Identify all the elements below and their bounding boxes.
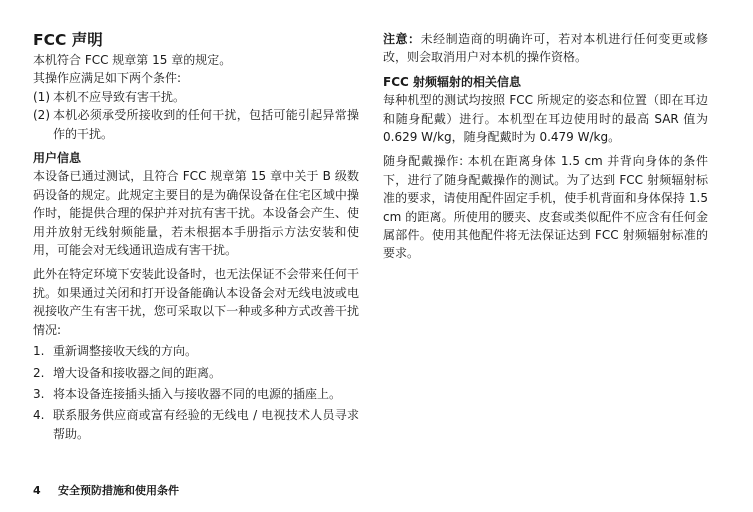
condition-text: 本机不应导致有害干扰。 bbox=[53, 89, 186, 104]
measure-text: 将本设备连接插头插入与接收器不同的电源的插座上。 bbox=[53, 386, 342, 401]
left-column bbox=[33, 30, 359, 443]
condition-number: (2) bbox=[33, 108, 50, 123]
note-label: 注意： bbox=[383, 32, 421, 46]
measure-item bbox=[33, 342, 359, 360]
condition-item bbox=[33, 106, 359, 143]
condition-text: 本机必须承受所接收到的任何干扰，包括可能引起异常操作的干扰。 bbox=[53, 108, 359, 141]
note-paragraph bbox=[383, 30, 708, 67]
right-column bbox=[383, 30, 708, 263]
measure-item bbox=[33, 406, 359, 443]
footer-section-title: 安全预防措施和使用条件 bbox=[58, 484, 179, 497]
fcc-statement-title: FCC 声明 bbox=[33, 31, 103, 49]
page-number: 4 bbox=[33, 484, 41, 497]
user-info-heading: 用户信息 bbox=[33, 151, 82, 166]
rf-exposure-heading: FCC 射频辐射的相关信息 bbox=[383, 74, 521, 89]
measure-number: 2. bbox=[33, 365, 45, 380]
condition-item bbox=[33, 88, 359, 106]
measure-number: 4. bbox=[33, 408, 45, 423]
measure-text: 增大设备和接收器之间的距离。 bbox=[53, 365, 222, 380]
rf-paragraph-2: 随身配戴操作: 本机在距离身体 1.5 cm 并背向身体的条件下，进行了随身配戴操作的测试。为了达到 FCC 射频辐射标准的要求，请使用配件固定手机，使手机背面和身体保持 1.5 cm 的距离。所使用的腰夹、皮套或类似配件不应含有任何金属部件。使用其他配件将无法保证达到 FCC 射频辐射标准的要求。 bbox=[383, 154, 708, 261]
measure-number: 1. bbox=[33, 344, 45, 359]
measure-item bbox=[33, 385, 359, 403]
page-footer bbox=[33, 482, 179, 498]
note-text: 未经制造商的明确许可，若对本机进行任何变更或修改，则会取消用户对本机的操作资格。 bbox=[383, 32, 708, 65]
measure-number: 3. bbox=[33, 386, 45, 401]
user-info-paragraph-1: 本设备已通过测试，且符合 FCC 规章第 15 章中关于 B 级数码设备的规定。此规定主要目的是为确保设备在住宅区域中操作时，能提供合理的保护并对抗有害干扰。本设备会产生、使用并放射无线射频能量，若未根据本手册指示方法安装和使用，可能会对无线通讯造成有害干扰。 bbox=[33, 169, 359, 258]
measure-text: 重新调整接收天线的方向。 bbox=[53, 344, 198, 359]
condition-number: (1) bbox=[33, 89, 50, 104]
rf-paragraph-1: 每种机型的测试均按照 FCC 所规定的姿态和位置（即在耳边和随身配戴）进行。本机型在耳边使用时的最高 SAR 值为 0.629 W/kg，随身配戴时为 0.479 W/kg。 bbox=[383, 93, 708, 145]
measure-text: 联系服务供应商或富有经验的无线电 / 电视技术人员寻求帮助。 bbox=[53, 408, 359, 441]
user-info-paragraph-2: 此外在特定环境下安装此设备时，也无法保证不会带来任何干扰。如果通过关闭和打开设备能确认本设备会对无线电波或电视接收产生有害干扰，您可采取以下一种或多种方式改善干扰情况: bbox=[33, 267, 359, 337]
intro-line-2: 其操作应满足如下两个条件: bbox=[33, 71, 182, 86]
intro-line-1: 本机符合 FCC 规章第 15 章的规定。 bbox=[33, 53, 232, 67]
measure-item bbox=[33, 364, 359, 382]
